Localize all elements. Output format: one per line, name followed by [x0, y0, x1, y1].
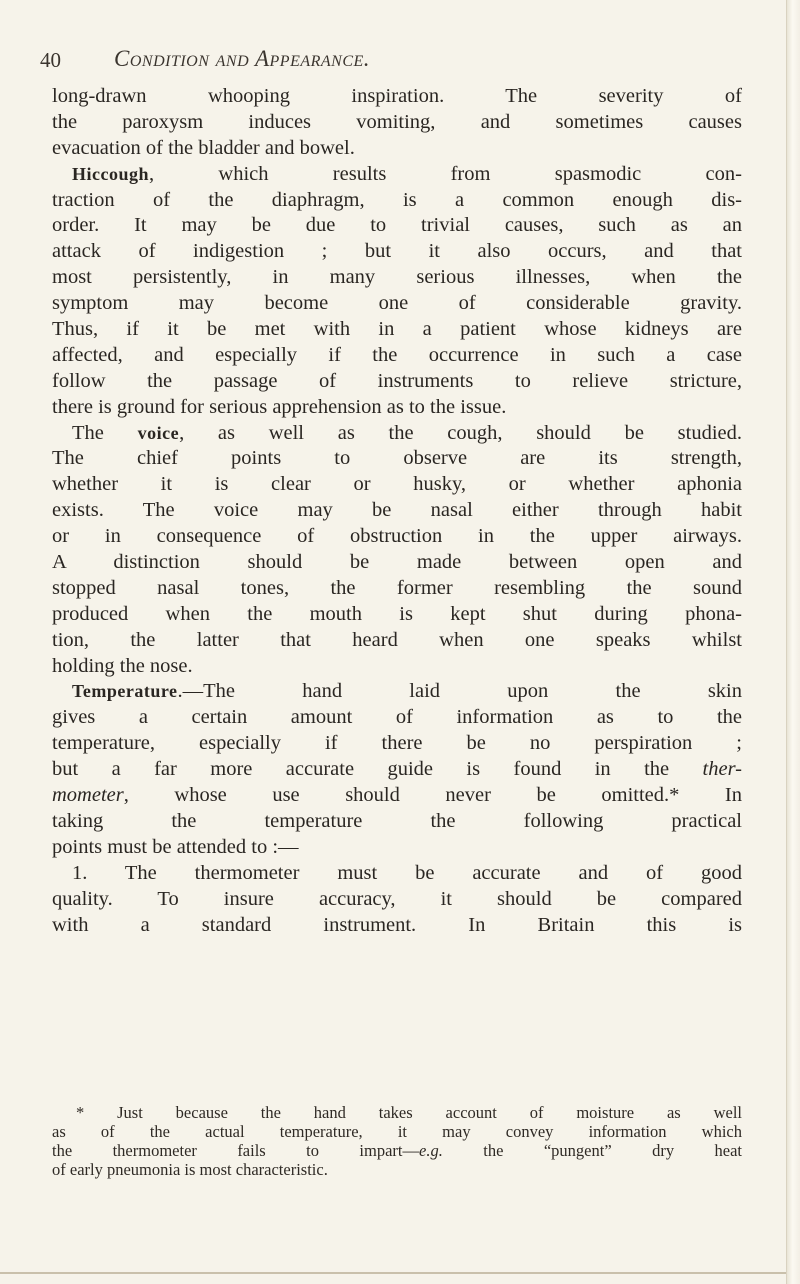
body-line [52, 757, 742, 783]
body-line: with a standard instrument. In Britain this is [52, 913, 742, 936]
body-line: A distinction should be made between open and [52, 551, 742, 574]
body-line: holding the nose. [52, 654, 193, 677]
running-head [114, 46, 370, 72]
body-line-text: The [72, 421, 138, 444]
body-text [52, 84, 742, 938]
body-line: exists. The voice may be nasal either through habit [52, 499, 742, 522]
body-line: evacuation of the bladder and bowel. [52, 136, 355, 159]
body-line-text: , whose use should never be omitted.* In [123, 784, 742, 807]
body-line: produced when the mouth is kept shut during phona- [52, 602, 742, 625]
body-line-text: , as well as the cough, should be studied. [179, 421, 742, 444]
page-edge [786, 0, 800, 1284]
footnote-text: the thermometer fails to impart— [52, 1141, 419, 1160]
term-thermometer-end: mometer [52, 784, 124, 807]
footnote-line [52, 1141, 742, 1160]
body-line [52, 783, 742, 809]
body-line-text: but a far more accurate guide is found in the [52, 758, 703, 781]
footnotes [52, 1103, 742, 1179]
body-line: symptom may become one of considerable gravity. [52, 292, 742, 315]
body-line-text: .—The hand laid upon the skin [177, 680, 742, 703]
running-head-text: Condition and Appearance. [114, 46, 371, 71]
body-line: stopped nasal tones, the former resembling the sound [52, 576, 742, 599]
body-line: points must be attended to :— [52, 835, 299, 858]
term-thermometer: ther- [702, 758, 742, 781]
page-bottom-edge [0, 1272, 786, 1274]
body-line-text: , which results from spasmodic con- [149, 162, 742, 185]
body-line: temperature, especially if there be no perspiration ; [52, 732, 742, 755]
body-line: 1. The thermometer must be accurate and of good [72, 861, 742, 884]
footnote-line: of early pneumonia is most characteristic. [52, 1160, 328, 1179]
body-line: or in consequence of obstruction in the upper airways. [52, 525, 742, 548]
body-line: Thus, if it be met with in a patient whose kidneys are [52, 318, 742, 341]
body-line [52, 421, 742, 447]
body-line: follow the passage of instruments to relieve stricture, [52, 369, 742, 392]
body-line [52, 679, 742, 705]
footnote-line: * Just because the hand takes account of moisture as well [76, 1103, 742, 1122]
body-line: gives a certain amount of information as to the [52, 706, 742, 729]
body-line: there is ground for serious apprehension as to the issue. [52, 395, 507, 418]
body-line: long-drawn whooping inspiration. The severity of [52, 85, 742, 107]
footnote-text: the “pungent” dry heat [442, 1141, 742, 1160]
body-line: order. It may be due to trivial causes, such as an [52, 214, 742, 237]
term-temperature: Temperature [72, 681, 178, 702]
page-number: 40 [40, 48, 61, 72]
body-line: the paroxysm induces vomiting, and sometimes causes [52, 110, 742, 133]
body-line: whether it is clear or husky, or whether aphonia [52, 473, 742, 496]
page-header [40, 46, 740, 86]
body-line: traction of the diaphragm, is a common enough dis- [52, 188, 742, 211]
body-line: The chief points to observe are its strength, [52, 447, 742, 470]
term-voice: voice [137, 422, 180, 443]
body-line: tion, the latter that heard when one speaks whilst [52, 628, 742, 651]
footnote-line: as of the actual temperature, it may convey information which [52, 1122, 742, 1141]
body-line: attack of indigestion ; but it also occurs, and that [52, 240, 742, 263]
body-line: taking the temperature the following practical [52, 809, 742, 832]
body-line: affected, and especially if the occurrence in such a case [52, 343, 742, 366]
body-line: quality. To insure accuracy, it should be compared [52, 887, 742, 910]
body-line [52, 162, 742, 188]
body-line: most persistently, in many serious illnesses, when the [52, 266, 742, 289]
term-hiccough: Hiccough [72, 163, 150, 184]
footnote-eg: e.g. [419, 1141, 443, 1160]
